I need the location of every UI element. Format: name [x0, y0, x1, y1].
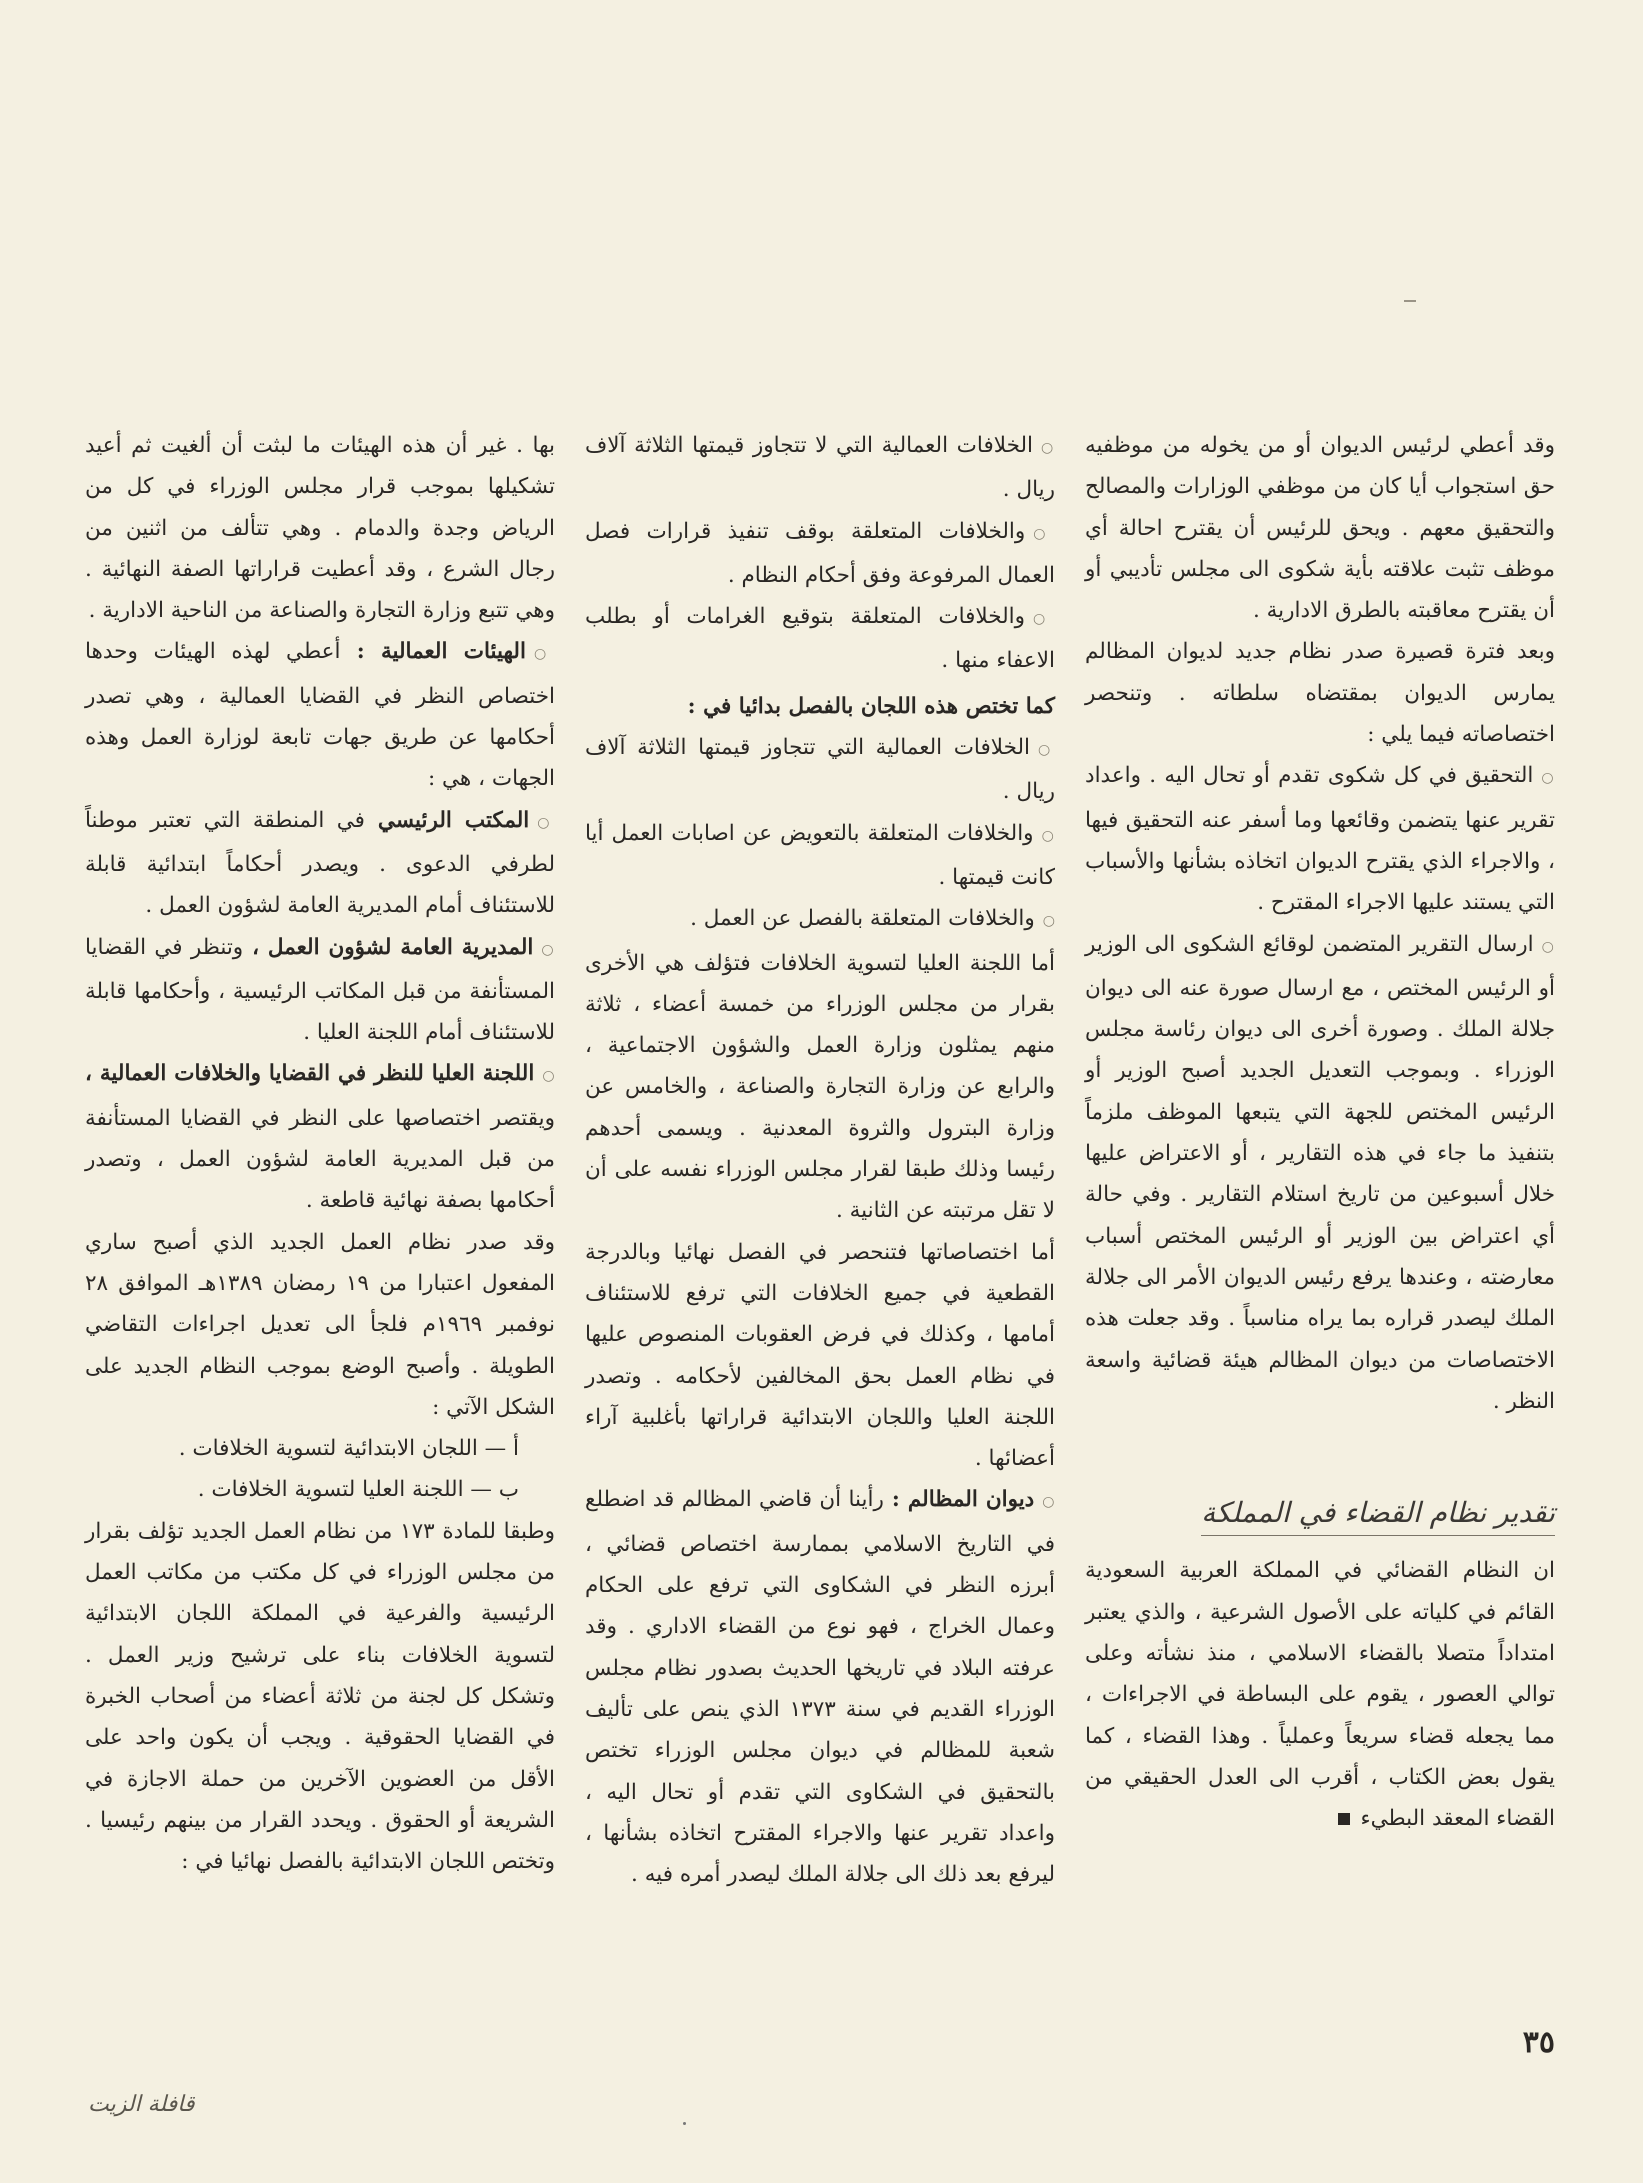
paragraph-text: أعطي لهذه الهيئات وحدها اختصاص النظر في القضايا العمالية ، وهي تصدر أحكامها عن طريق جهات تابعة لوزارة العمل وهذه الجهات ، هي :	[85, 639, 555, 792]
paragraph	[585, 1232, 1055, 1480]
paragraph-text: بها . غير أن هذه الهيئات ما لبثت أن ألغيت ثم أعيد تشكيلها بموجب قرار مجلس الوزراء في كل من الرياض وجدة والدمام . وهي تتألف من اثنين من رجال الشرع ، وقد أعطيت قراراتها الصفة النهائية . وهي تتبع وزارة التجارة والصناعة من الناحية الادارية .	[85, 433, 555, 624]
end-of-article-icon	[1338, 1813, 1350, 1825]
bold-term: المكتب الرئيسي	[364, 807, 530, 833]
bold-term: اللجنة العليا للنظر في القضايا والخلافات العمالية ،	[85, 1061, 535, 1087]
magazine-name: قافلة الزيت	[88, 2092, 195, 2117]
bullet-paragraph	[85, 927, 555, 1054]
column-left-top	[1085, 425, 1555, 1422]
bullet-icon: ○	[541, 941, 555, 958]
paragraph-text: والخلافات المتعلقة بتوقيع الغرامات أو بطلب الاعفاء منها .	[585, 604, 1055, 674]
bold-term: المديرية العامة لشؤون العمل ،	[243, 934, 534, 960]
paragraph-text: رأينا أن قاضي المظالم قد اضطلع في التاريخ الاسلامي بممارسة اختصاص قضائي ، أبرزه النظر في الشكاوى التي ترفع على الحكام وعمال الخراج ، فهو نوع من القضاء الاداري . وقد عرفته البلاد في تاريخها الحديث بصدور نظام مجلس الوزراء القديم في سنة ١٣٧٣ الذي ينص على تأليف شعبة للمظالم في ديوان مجلس الوزراء تختص بالتحقيق في الشكاوى التي تقدم أو تحال اليه ، واعداد تقرير عنها والاجراء المقترح اتخاذه بشأنها ، ليرفع بعد ذلك الى جلالة الملك ليصدر أمره فيه .	[585, 1487, 1055, 1888]
paragraph-text: وطبقا للمادة ١٧٣ من نظام العمل الجديد تؤلف بقرار من مجلس الوزراء في كل مكتب من مكاتب العمل الرئيسية والفرعية في المملكة اللجان الابتدائية لتسوية الخلافات بناء على ترشيح وزير العمل . وتشكل كل لجنة من ثلاثة أعضاء من أصحاب الخبرة في القضايا الحقوقية . ويجب أن يكون واحد على الأقل من العضوين الآخرين من حملة الاجازة في الشريعة أو الحقوق . ويحدد القرار من بينهم رئيسيا . وتختص اللجان الابتدائية بالفصل نهائيا في :	[85, 1518, 555, 1875]
paragraph-text: وتنظر في القضايا المستأنفة من قبل المكاتب الرئيسية ، وأحكامها قابلة للاستئناف أمام اللجنة العليا .	[85, 934, 555, 1046]
paragraph-text: أما اختصاصاتها فتنحصر في الفصل نهائيا وبالدرجة القطعية في جميع الخلافات التي ترفع للاستئناف أمامها ، وكذلك في فرض العقوبات المنصوص عليها في نظام العمل بحق المخالفين لأحكامه . وتصدر اللجنة العليا واللجان الابتدائية قراراتها بأغلبية آراء أعضائها .	[585, 1239, 1055, 1472]
paragraph-text: ب — اللجنة العليا لتسوية الخلافات .	[197, 1477, 519, 1503]
bullet-paragraph	[585, 898, 1055, 942]
paragraph-text: والخلافات المتعلقة بوقف تنفيذ قرارات فصل العمال المرفوعة وفق أحكام النظام .	[585, 518, 1055, 588]
paragraph-text: في المنطقة التي تعتبر موطناً لطرفي الدعوى . ويصدر أحكاماً ابتدائية قابلة للاستئناف أمام المديرية العامة لشؤون العمل .	[85, 807, 555, 919]
bullet-paragraph	[85, 800, 555, 927]
bullet-icon: ○	[1033, 525, 1055, 542]
bullet-paragraph	[1085, 755, 1555, 923]
bullet-paragraph	[585, 1479, 1055, 1895]
bullet-icon: ○	[1033, 611, 1055, 628]
column-left	[1085, 425, 1555, 2035]
bullet-icon: ○	[1041, 827, 1056, 844]
bold-term: الهيئات العمالية :	[340, 639, 526, 665]
paragraph	[85, 1469, 555, 1510]
bullet-icon: ○	[542, 1068, 555, 1085]
paragraph-text: التحقيق في كل شكوى تقدم أو تحال اليه . واعداد تقرير عنها يتضمن وقائعها وما أسفر عنه التحقيق فيها ، والاجراء الذي يقترح الديوان اتخاذه بشأنها والأسباب التي يستند عليها الاجراء المقترح .	[1085, 763, 1555, 916]
paragraph-text: والخلافات المتعلقة بالتعويض عن اصابات العمل أيا كانت قيمتها .	[585, 820, 1055, 890]
bullet-icon: ○	[537, 814, 555, 831]
paragraph-text: وبعد فترة قصيرة صدر نظام جديد لديوان المظالم يمارس الديوان بمقتضاه سلطاته . وتنحصر اختصاصاته فيما يلي :	[1085, 639, 1555, 748]
bullet-icon: ○	[1042, 1494, 1055, 1511]
bullet-paragraph	[85, 631, 555, 799]
paragraph	[85, 1428, 555, 1469]
article-columns	[85, 425, 1555, 2035]
column-right	[85, 425, 555, 2035]
paragraph-text: أ — اللجان الابتدائية لتسوية الخلافات .	[178, 1436, 519, 1462]
column-left-bottom	[1085, 1550, 1555, 1839]
bullet-paragraph	[85, 1053, 555, 1221]
paragraph	[85, 1511, 555, 1883]
paragraph-text: أما اللجنة العليا لتسوية الخلافات فتؤلف هي الأخرى بقرار من مجلس الوزراء من خمسة أعضاء ، ثلاثة منهم يمثلون وزارة العمل والشؤون الاجتماعية ، والرابع عن وزارة التجارة والصناعة ، والخامس عن وزارة البترول والثروة المعدنية . ويسمى أحدهم رئيسا وذلك طبقا لقرار مجلس الوزراء نفسه على أن لا تقل مرتبته عن الثانية .	[585, 950, 1055, 1224]
bullet-paragraph	[585, 813, 1055, 899]
bullet-icon: ○	[533, 646, 555, 663]
paragraph	[1085, 631, 1555, 755]
bullet-icon: ○	[1042, 913, 1055, 930]
paragraph-text: الخلافات العمالية التي لا تتجاوز قيمتها الثلاثة آلاف ريال .	[585, 433, 1055, 503]
paragraph-text: وقد صدر نظام العمل الجديد الذي أصبح ساري المفعول اعتبارا من ١٩ رمضان ١٣٨٩هـ الموافق ٢٨ نوفمبر ١٩٦٩م فلجأ الى تعديل اجراءات التقاضي الطويلة . وأصبح الوضع بموجب النظام الجديد على الشكل الآتي :	[85, 1229, 556, 1420]
bullet-icon: ○	[1541, 770, 1555, 787]
paragraph-text: والخلافات المتعلقة بالفصل عن العمل .	[690, 906, 1035, 932]
paragraph-text: ويقتصر اختصاصها على النظر في القضايا المستأنفة من قبل المديرية العامة لشؤون العمل ، وتصدر أحكامها بصفة نهائية قاطعة .	[85, 1105, 555, 1214]
paragraph	[1085, 425, 1555, 631]
bullet-icon: ○	[1038, 742, 1055, 759]
paragraph	[1085, 1550, 1555, 1839]
paragraph	[85, 1222, 555, 1428]
paragraph	[85, 425, 555, 631]
bullet-paragraph	[585, 727, 1055, 813]
paragraph-text: ان النظام القضائي في المملكة العربية السعودية القائم في كلياته على الأصول الشرعية ، والذي يعتبر امتداداً متصلا بالقضاء الاسلامي ، منذ نشأته وعلى توالي العصور ، يقوم على البساطة في الاجراءات ، مما يجعله قضاء سريعاً وعملياً . وهذا القضاء ، كما يقول بعض الكتاب ، أقرب الى العدل الحقيقي من القضاء المعقد البطيء	[1085, 1558, 1555, 1832]
bullet-paragraph	[1085, 924, 1555, 1423]
bullet-paragraph	[585, 596, 1055, 682]
scan-mark	[1404, 300, 1416, 302]
paragraph-text: ارسال التقرير المتضمن لوقائع الشكوى الى الوزير أو الرئيس المختص ، مع ارسال صورة عنه الى ديوان جلالة الملك . وصورة أخرى الى ديوان رئاسة مجلس الوزراء . وبموجب التعديل الجديد أصبح الوزير أو الرئيس المختص للجهة التي يتبعها الموظف ملزماً بتنفيذ ما جاء في هذه التقارير ، أو الاعتراض عليها خلال أسبوعين من تاريخ استلام التقارير . وفي حالة أي اعتراض بين الوزير أو الرئيس المختص أسباب معارضته ، وعندها يرفع رئيس الديوان الأمر الى جلالة الملك ليصدر قراره بما يراه مناسباً . وقد جعلت هذه الاختصاصات من ديوان المظالم هيئة قضائية واسعة النظر .	[1085, 931, 1555, 1414]
paragraph-text: وقد أعطي لرئيس الديوان أو من يخوله من موظفيه حق استجواب أيا كان من موظفي الوزارات والمصالح والتحقيق معهم . ويحق للرئيس أن يقترح احالة أي موظف تثبت علاقته بأية شكوى الى مجلس تأديبي أو أن يقترح معاقبته بالطرق الادارية .	[1085, 433, 1555, 624]
paragraph	[585, 943, 1055, 1232]
subheading: كما تختص هذه اللجان بالفصل بدائيا في :	[687, 693, 1055, 719]
bullet-icon: ○	[1541, 938, 1556, 955]
column-middle	[585, 425, 1055, 2035]
paragraph-text: الخلافات العمالية التي تتجاوز قيمتها الثلاثة آلاف ريال .	[585, 735, 1055, 805]
scan-dot	[683, 2122, 686, 2125]
section-title: تقدير نظام القضاء في المملكة	[1201, 1492, 1555, 1536]
bullet-paragraph	[585, 511, 1055, 597]
bold-term: ديوان المظالم :	[883, 1487, 1035, 1513]
page-number: ٣٥	[1522, 2025, 1555, 2060]
bullet-paragraph	[585, 425, 1055, 511]
bullet-icon: ○	[1040, 440, 1055, 456]
